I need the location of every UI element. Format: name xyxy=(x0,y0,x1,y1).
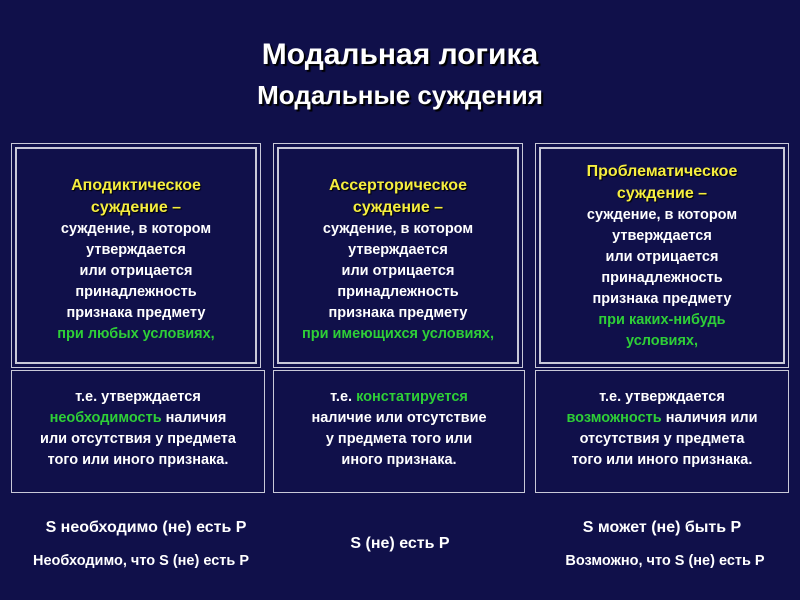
problematic-explanation-box xyxy=(535,370,789,493)
definition-line: утверждается xyxy=(612,228,712,244)
definition-line: или отрицается xyxy=(341,263,455,279)
explanation-line: т.е. утверждается xyxy=(599,389,725,405)
apodictic-heading-2: суждение – xyxy=(90,199,182,216)
problematic-definition-box xyxy=(535,143,789,368)
assertoric-explanation-box xyxy=(273,370,525,493)
problematic-heading-1: Проблематическое xyxy=(586,163,738,180)
definition-line: принадлежность xyxy=(601,270,723,286)
definition-line: суждение, в котором xyxy=(322,221,474,237)
apodictic-definition-box xyxy=(11,143,261,368)
explanation-line: того или иного признака. xyxy=(47,452,229,468)
definition-line: или отрицается xyxy=(79,263,193,279)
page-title: Модальная логика xyxy=(261,38,539,71)
apodictic-explanation-box xyxy=(11,370,265,493)
explanation-line: или отсутствия у предмета xyxy=(40,431,236,447)
assertoric-formula: S (не) есть Р xyxy=(350,535,450,552)
definition-line: признака предмету xyxy=(592,291,732,307)
assertoric-heading-1: Ассерторическое xyxy=(329,177,467,194)
condition-line: при каких-нибудь xyxy=(598,312,726,328)
explanation-line xyxy=(330,387,468,408)
definition-line: суждение, в котором xyxy=(586,207,738,223)
definition-line: суждение, в котором xyxy=(60,221,212,237)
page-subtitle: Модальные суждения xyxy=(257,80,543,110)
explanation-highlight: возможность xyxy=(566,410,662,426)
explanation-line: иного признака. xyxy=(341,452,457,468)
explanation-line: т.е. утверждается xyxy=(75,389,201,405)
apodictic-formula: S необходимо (не) есть Р xyxy=(45,519,247,536)
explanation-line xyxy=(50,408,227,429)
explanation-text: наличия xyxy=(161,410,227,426)
condition-line: условиях, xyxy=(625,333,699,349)
explanation-line xyxy=(566,408,757,429)
definition-line: признака предмету xyxy=(66,305,206,321)
problematic-formula-alt: Возможно, что S (не) есть Р xyxy=(565,553,765,569)
definition-line: утверждается xyxy=(348,242,448,258)
apodictic-heading-1: Аподиктическое xyxy=(71,177,201,194)
definition-line: принадлежность xyxy=(337,284,459,300)
explanation-line: наличие или отсутствие xyxy=(311,410,487,426)
explanation-line: отсутствия у предмета xyxy=(579,431,745,447)
definition-line: принадлежность xyxy=(75,284,197,300)
definition-line: или отрицается xyxy=(605,249,719,265)
problematic-heading-2: суждение – xyxy=(616,185,708,202)
definition-line: признака предмету xyxy=(328,305,468,321)
assertoric-definition-box xyxy=(273,143,523,368)
condition-line: при имеющихся условиях, xyxy=(301,326,495,342)
apodictic-formula-alt: Необходимо, что S (не) есть Р xyxy=(33,553,249,569)
explanation-line: того или иного признака. xyxy=(571,452,753,468)
explanation-text: т.е. xyxy=(330,389,357,405)
assertoric-heading-2: суждение – xyxy=(352,199,444,216)
explanation-highlight: необходимость xyxy=(49,410,162,426)
explanation-line: у предмета того или xyxy=(325,431,473,447)
condition-line: при любых условиях, xyxy=(57,326,215,342)
definition-line: утверждается xyxy=(86,242,186,258)
problematic-formula: S может (не) быть Р xyxy=(582,519,742,536)
explanation-text: наличия или xyxy=(661,410,758,426)
explanation-highlight: констатируется xyxy=(356,389,468,405)
